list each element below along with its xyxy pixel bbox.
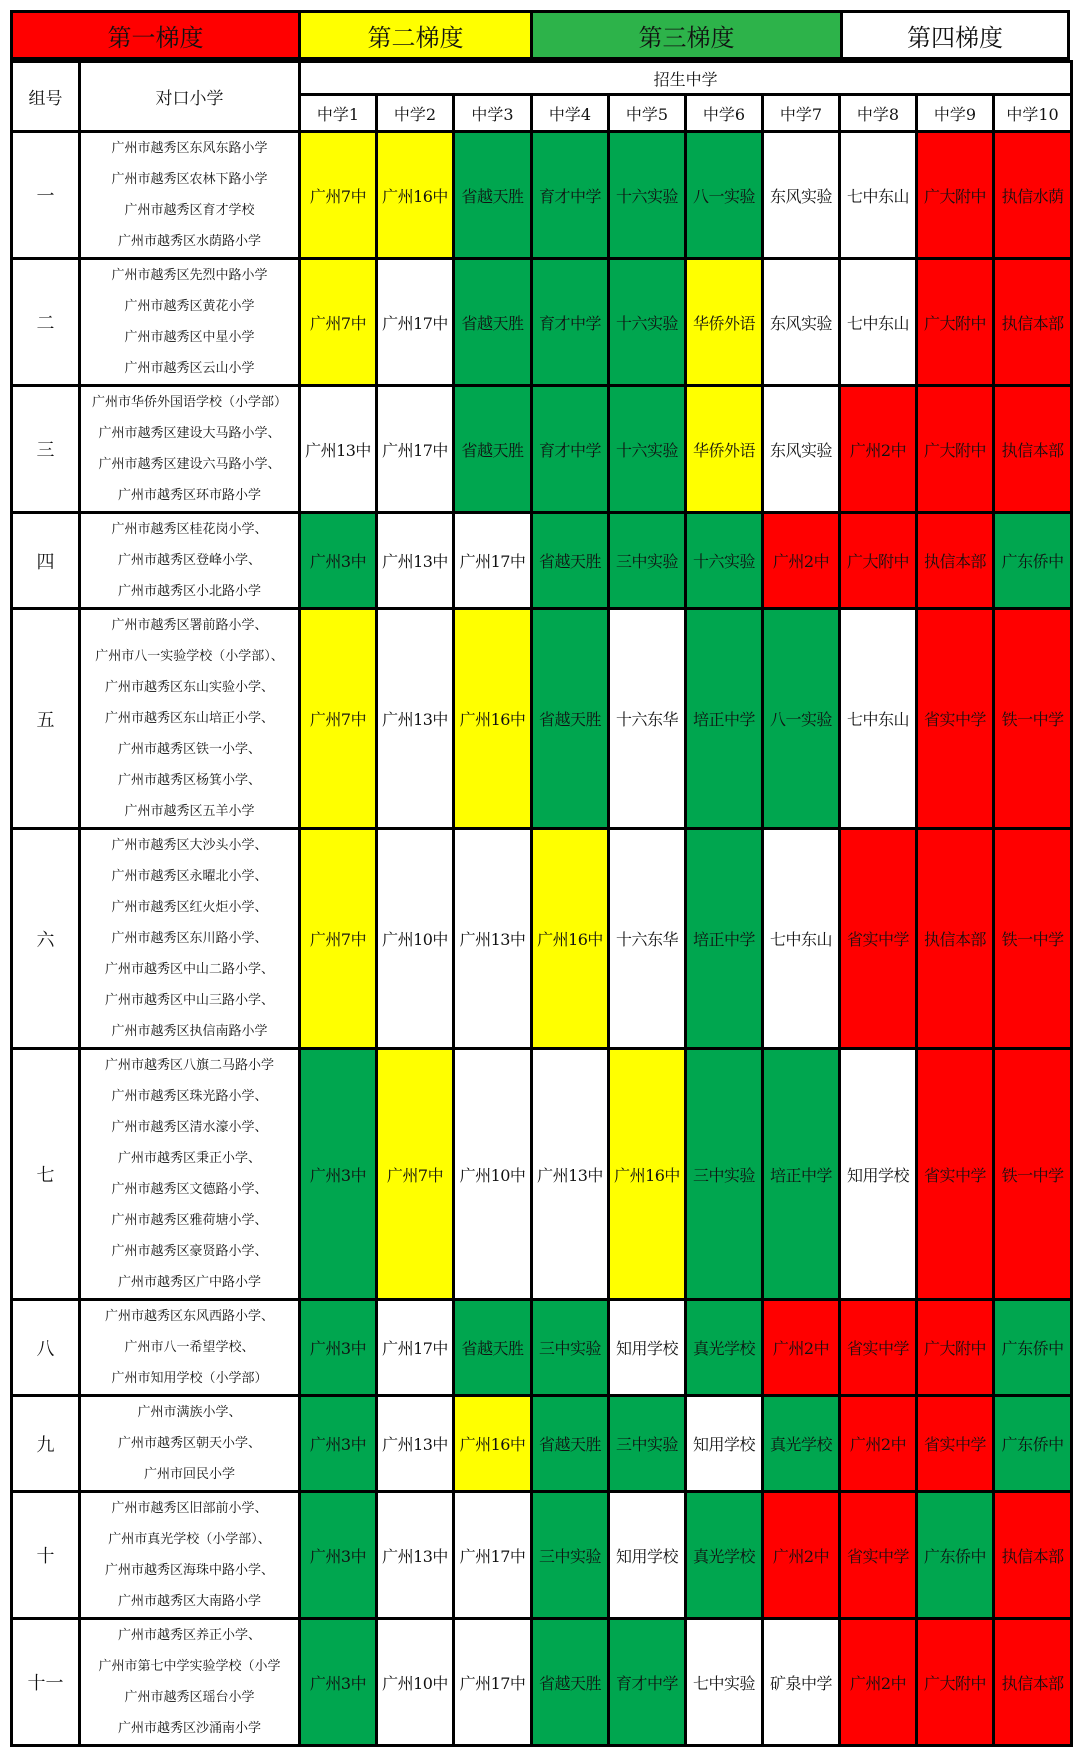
middle-school-cell: 培正中学 [686,829,763,1049]
primary-school: 广州市满族小学、 [137,1405,242,1420]
middle-school-cell: 广大附中 [840,513,917,609]
group-number: 四 [12,513,80,609]
primary-school: 广州市越秀区旧部前小学、 [111,1501,268,1516]
middle-school-cell: 广州17中 [377,1300,454,1396]
middle-school-cell: 广州3中 [300,1300,377,1396]
middle-school-cell: 培正中学 [763,1049,840,1300]
primary-school: 广州市越秀区东山培正小学、 [104,711,274,726]
header-school-9: 中学9 [917,95,994,132]
header-school-10: 中学10 [994,95,1072,132]
primary-school: 广州市越秀区雅荷塘小学、 [111,1213,268,1228]
primary-school: 广州市越秀区五羊小学 [124,804,255,819]
table-row [12,609,1072,829]
primary-school: 广州市知用学校（小学部） [111,1371,268,1386]
primary-school: 广州市越秀区水荫路小学 [117,234,261,249]
table-row [12,513,1072,609]
middle-school-cell: 广州2中 [763,1300,840,1396]
primary-school-list [80,513,300,609]
middle-school-cell: 广州2中 [763,1492,840,1619]
middle-school-cell: 广州13中 [300,386,377,513]
primary-school: 广州市越秀区朝天小学、 [117,1436,261,1451]
middle-school-cell: 广东侨中 [994,1300,1072,1396]
primary-school: 广州市越秀区珠光路小学、 [111,1089,268,1104]
middle-school-cell: 七中实验 [686,1619,763,1746]
header-school-7: 中学7 [763,95,840,132]
middle-school-cell: 执信本部 [917,829,994,1049]
middle-school-cell: 广州13中 [377,1492,454,1619]
primary-school: 广州市越秀区八旗二马路小学 [104,1058,274,1073]
primary-school: 广州市越秀区杨箕小学、 [117,773,261,788]
primary-school: 广州市越秀区清水濠小学、 [111,1120,268,1135]
middle-school-cell: 广州2中 [763,513,840,609]
header-primary: 对口小学 [80,62,300,132]
middle-school-cell: 广州3中 [300,1492,377,1619]
tier-1-label: 第一梯度 [13,13,301,57]
middle-school-cell: 广大附中 [917,386,994,513]
middle-school-cell: 八一实验 [686,132,763,259]
middle-school-cell: 广大附中 [917,132,994,259]
middle-school-cell: 七中东山 [763,829,840,1049]
middle-school-cell: 铁一中学 [994,609,1072,829]
header-school-8: 中学8 [840,95,917,132]
middle-school-cell: 三中实验 [686,1049,763,1300]
middle-school-cell: 广州2中 [840,1396,917,1492]
table-row [12,1396,1072,1492]
primary-school: 广州市华侨外国语学校（小学部） [91,395,287,410]
middle-school-cell: 铁一中学 [994,1049,1072,1300]
primary-school: 广州市八一实验学校（小学部）、 [95,649,284,664]
primary-school: 广州市越秀区永曜北小学、 [111,869,268,884]
middle-school-cell: 真光学校 [686,1492,763,1619]
primary-school: 广州市越秀区沙涌南小学 [117,1721,261,1736]
middle-school-cell: 广州7中 [300,829,377,1049]
middle-school-cell: 省实中学 [840,1492,917,1619]
middle-school-cell: 广州17中 [454,1492,532,1619]
primary-school: 广州市越秀区铁一小学、 [117,742,261,757]
table-row [12,132,1072,259]
primary-school: 广州市越秀区中山三路小学、 [104,993,274,1008]
header-school-5: 中学5 [609,95,686,132]
header-admission: 招生中学 [300,62,1072,95]
primary-school: 广州市越秀区红火炬小学、 [111,900,268,915]
primary-school-list [80,1492,300,1619]
middle-school-cell: 育才中学 [532,132,609,259]
table-row [12,1619,1072,1746]
primary-school: 广州市越秀区先烈中路小学 [111,268,268,283]
group-number: 七 [12,1049,80,1300]
middle-school-cell: 培正中学 [686,609,763,829]
primary-school: 广州市越秀区中山二路小学、 [104,962,274,977]
middle-school-cell: 知用学校 [609,1492,686,1619]
middle-school-cell: 省越天胜 [532,609,609,829]
middle-school-cell: 广州7中 [300,609,377,829]
middle-school-cell: 广东侨中 [994,513,1072,609]
primary-school: 广州市越秀区黄花小学 [124,299,255,314]
middle-school-cell: 东风实验 [763,386,840,513]
middle-school-cell: 广州17中 [454,1619,532,1746]
middle-school-cell: 真光学校 [686,1300,763,1396]
middle-school-cell: 广州7中 [377,1049,454,1300]
middle-school-cell: 七中东山 [840,609,917,829]
middle-school-cell: 三中实验 [609,513,686,609]
middle-school-cell: 广州7中 [300,259,377,386]
primary-school: 广州市回民小学 [143,1467,235,1482]
primary-school: 广州市越秀区登峰小学、 [117,553,261,568]
primary-school-list [80,259,300,386]
primary-school: 广州市越秀区大南路小学 [117,1594,261,1609]
header-group: 组号 [12,62,80,132]
primary-school: 广州市越秀区养正小学、 [117,1628,261,1643]
header-school-3: 中学3 [454,95,532,132]
primary-school: 广州市越秀区环市路小学 [117,488,261,503]
primary-school: 广州市越秀区文德路小学、 [111,1182,268,1197]
header-school-4: 中学4 [532,95,609,132]
middle-school-cell: 广州3中 [300,1396,377,1492]
middle-school-cell: 七中东山 [840,132,917,259]
middle-school-cell: 知用学校 [609,1300,686,1396]
primary-school: 广州市越秀区秉正小学、 [117,1151,261,1166]
middle-school-cell: 广州3中 [300,1049,377,1300]
primary-school: 广州市八一希望学校、 [124,1340,255,1355]
group-number: 二 [12,259,80,386]
tier-2-label: 第二梯度 [301,13,533,57]
middle-school-cell: 广州16中 [454,609,532,829]
middle-school-cell: 省实中学 [840,829,917,1049]
middle-school-cell: 广州3中 [300,513,377,609]
primary-school: 广州市越秀区瑶台小学 [124,1690,255,1705]
middle-school-cell: 七中东山 [840,259,917,386]
middle-school-cell: 广州16中 [532,829,609,1049]
primary-school: 广州市越秀区云山小学 [124,361,255,376]
middle-school-cell: 执信本部 [994,259,1072,386]
middle-school-cell: 十六东华 [609,609,686,829]
middle-school-cell: 执信本部 [994,386,1072,513]
primary-school: 广州市越秀区署前路小学、 [111,618,268,633]
middle-school-cell: 育才中学 [532,386,609,513]
middle-school-cell: 省越天胜 [454,1300,532,1396]
header-school-1: 中学1 [300,95,377,132]
middle-school-cell: 东风实验 [763,259,840,386]
middle-school-cell: 省越天胜 [532,513,609,609]
middle-school-cell: 东风实验 [763,132,840,259]
table-body [12,132,1072,1746]
middle-school-cell: 铁一中学 [994,829,1072,1049]
middle-school-cell: 三中实验 [532,1300,609,1396]
middle-school-cell: 广州2中 [840,386,917,513]
admission-table [10,60,1073,1747]
middle-school-cell: 三中实验 [609,1396,686,1492]
primary-school: 广州市越秀区桂花岗小学、 [111,522,268,537]
middle-school-cell: 广州16中 [609,1049,686,1300]
middle-school-cell: 广州7中 [300,132,377,259]
middle-school-cell: 广州10中 [377,1619,454,1746]
middle-school-cell: 广东侨中 [917,1492,994,1619]
table-row [12,259,1072,386]
table-row [12,829,1072,1049]
header-school-2: 中学2 [377,95,454,132]
header-school-6: 中学6 [686,95,763,132]
middle-school-cell: 真光学校 [763,1396,840,1492]
middle-school-cell: 省实中学 [917,1049,994,1300]
primary-school: 广州市越秀区大沙头小学、 [111,838,268,853]
middle-school-cell: 十六实验 [609,386,686,513]
middle-school-cell: 执信本部 [994,1619,1072,1746]
middle-school-cell: 广州13中 [377,609,454,829]
middle-school-cell: 省越天胜 [454,132,532,259]
group-number: 一 [12,132,80,259]
middle-school-cell: 广大附中 [917,1619,994,1746]
middle-school-cell: 省越天胜 [532,1619,609,1746]
middle-school-cell: 广州13中 [377,513,454,609]
primary-school: 广州市越秀区农林下路小学 [111,172,268,187]
middle-school-cell: 育才中学 [609,1619,686,1746]
middle-school-cell: 广州2中 [840,1619,917,1746]
middle-school-cell: 广州17中 [377,259,454,386]
primary-school: 广州市越秀区东风东路小学 [111,141,268,156]
primary-school: 广州市越秀区东山实验小学、 [104,680,274,695]
middle-school-cell: 广州13中 [454,829,532,1049]
middle-school-cell: 广大附中 [917,259,994,386]
primary-school-list [80,1049,300,1300]
primary-school: 广州市第七中学实验学校（小学 [98,1659,281,1674]
group-number: 六 [12,829,80,1049]
middle-school-cell: 省越天胜 [454,259,532,386]
middle-school-cell: 广州16中 [454,1396,532,1492]
middle-school-cell: 广州10中 [454,1049,532,1300]
primary-school: 广州市越秀区建设六马路小学、 [98,457,281,472]
primary-school: 广州市越秀区中星小学 [124,330,255,345]
middle-school-cell: 执信本部 [917,513,994,609]
middle-school-cell: 八一实验 [763,609,840,829]
table-row [12,1492,1072,1619]
middle-school-cell: 执信水荫 [994,132,1072,259]
primary-school: 广州市越秀区执信南路小学 [111,1024,268,1039]
primary-school-list [80,1619,300,1746]
primary-school: 广州市真光学校（小学部）、 [108,1532,271,1547]
middle-school-cell: 华侨外语 [686,386,763,513]
primary-school-list [80,132,300,259]
group-number: 九 [12,1396,80,1492]
middle-school-cell: 十六东华 [609,829,686,1049]
primary-school-list [80,1396,300,1492]
middle-school-cell: 育才中学 [532,259,609,386]
group-number: 五 [12,609,80,829]
group-number: 三 [12,386,80,513]
primary-school-list [80,609,300,829]
table-row [12,1300,1072,1396]
middle-school-cell: 广州3中 [300,1619,377,1746]
tier-3-label: 第三梯度 [533,13,843,57]
tier-legend [10,10,1070,60]
middle-school-cell: 广州17中 [454,513,532,609]
primary-school: 广州市越秀区建设大马路小学、 [98,426,281,441]
middle-school-cell: 华侨外语 [686,259,763,386]
table-row [12,386,1072,513]
group-number: 八 [12,1300,80,1396]
primary-school: 广州市越秀区东风西路小学、 [104,1309,274,1324]
middle-school-cell: 十六实验 [686,513,763,609]
middle-school-cell: 广大附中 [917,1300,994,1396]
primary-school: 广州市越秀区海珠中路小学、 [104,1563,274,1578]
middle-school-cell: 省实中学 [917,609,994,829]
middle-school-cell: 广州17中 [377,386,454,513]
middle-school-cell: 省实中学 [840,1300,917,1396]
middle-school-cell: 执信本部 [994,1492,1072,1619]
group-number: 十 [12,1492,80,1619]
tier-4-label: 第四梯度 [843,13,1067,57]
middle-school-cell: 广州13中 [532,1049,609,1300]
primary-school: 广州市越秀区小北路小学 [117,584,261,599]
middle-school-cell: 广州13中 [377,1396,454,1492]
middle-school-cell: 十六实验 [609,259,686,386]
primary-school: 广州市越秀区豪贤路小学、 [111,1244,268,1259]
middle-school-cell: 广州16中 [377,132,454,259]
middle-school-cell: 三中实验 [532,1492,609,1619]
middle-school-cell: 广东侨中 [994,1396,1072,1492]
table-row [12,1049,1072,1300]
primary-school-list [80,386,300,513]
middle-school-cell: 矿泉中学 [763,1619,840,1746]
middle-school-cell: 十六实验 [609,132,686,259]
primary-school-list [80,1300,300,1396]
middle-school-cell: 省越天胜 [532,1396,609,1492]
middle-school-cell: 知用学校 [686,1396,763,1492]
middle-school-cell: 省实中学 [917,1396,994,1492]
primary-school: 广州市越秀区广中路小学 [117,1275,261,1290]
primary-school-list [80,829,300,1049]
middle-school-cell: 省越天胜 [454,386,532,513]
primary-school: 广州市越秀区育才学校 [124,203,255,218]
middle-school-cell: 广州10中 [377,829,454,1049]
middle-school-cell: 知用学校 [840,1049,917,1300]
group-number: 十一 [12,1619,80,1746]
primary-school: 广州市越秀区东川路小学、 [111,931,268,946]
